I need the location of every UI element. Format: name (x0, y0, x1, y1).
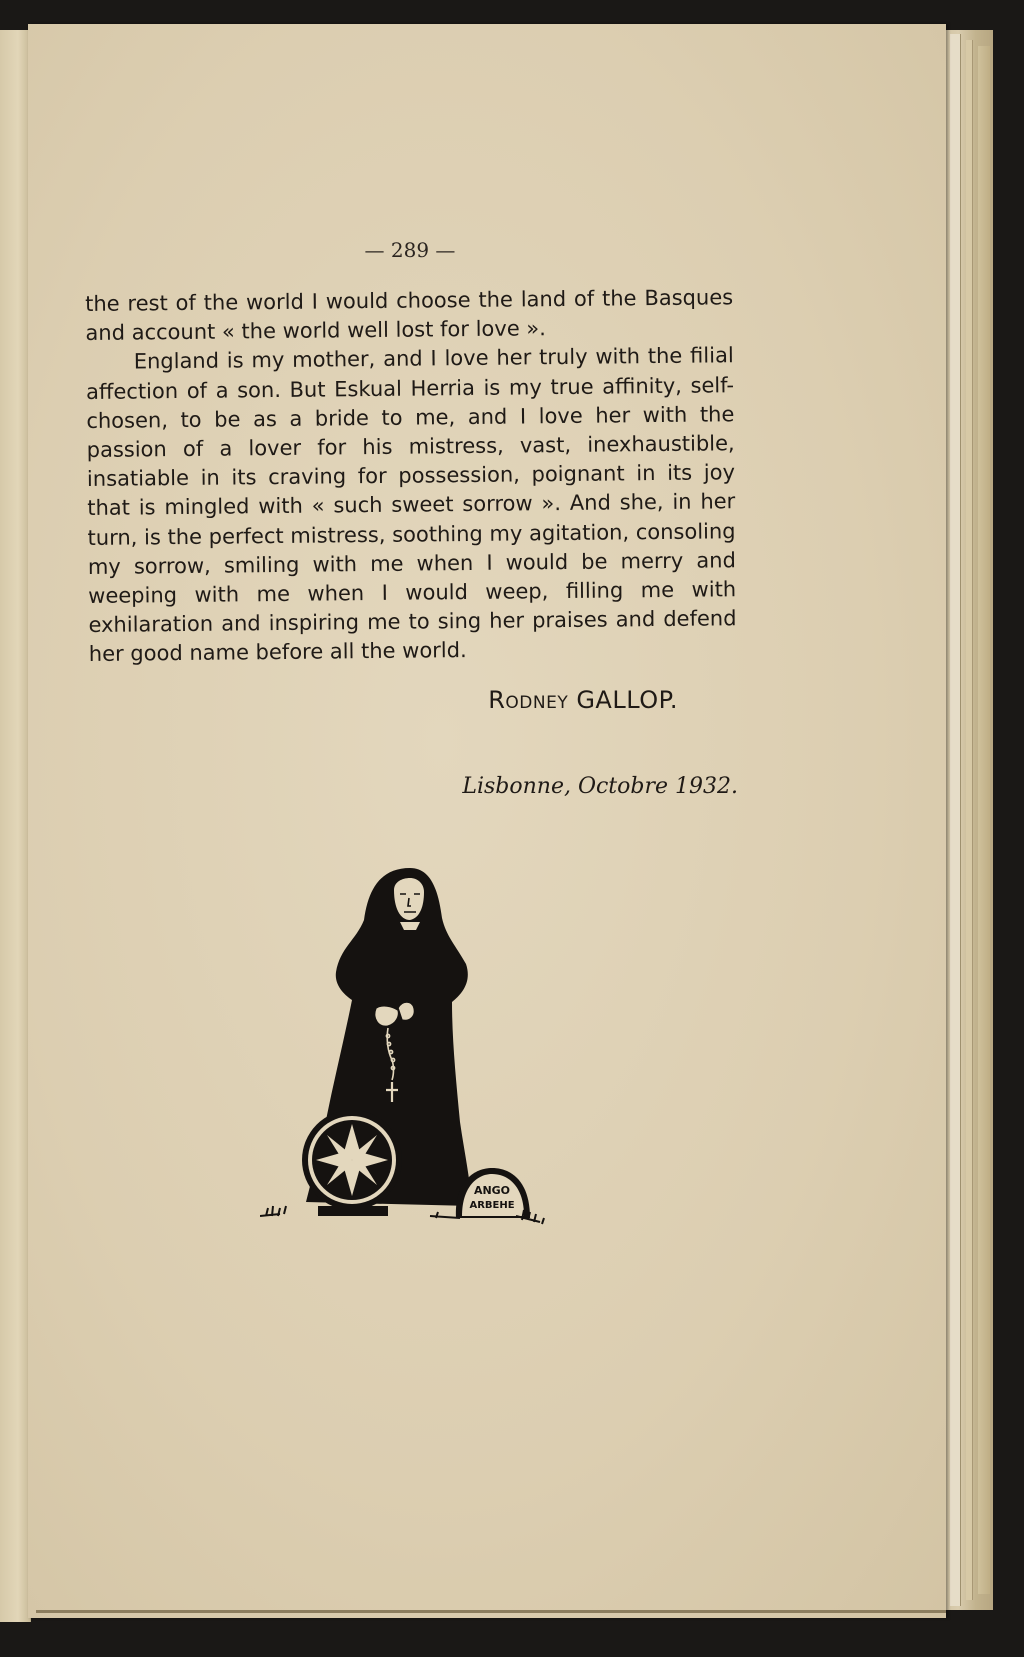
page-stack-edge (966, 40, 972, 1600)
page-stack-edge (950, 34, 960, 1606)
left-page-edge (0, 30, 31, 1622)
page-number: — 289 — (364, 238, 456, 262)
woodcut-illustration (260, 860, 570, 1245)
author-signature: Rodney GALLOP. (488, 686, 678, 714)
page-stack-edge (978, 46, 990, 1594)
svg-text:ARBEHE: ARBEHE (469, 1200, 515, 1211)
page-bottom-edge (36, 1610, 946, 1613)
book-page (28, 24, 946, 1618)
paragraph-continued: the rest of the world I would choose the land of the Basques and account « the world well lost for love ». (85, 285, 734, 346)
svg-text:ANGO: ANGO (473, 1184, 511, 1197)
body-text (85, 283, 737, 669)
paragraph: England is my mother, and I love her truly with the filial affection of a son. But Eskual Herria is my true affinity, self-chosen, to be as a bride to me, and I love her with the passion of a lover for his mistress, vast, inexhaustible, insatiable in its craving for possession, poignant in its joy that is mingled with « such sweet sorrow ». And she, in her turn, is the perfect mistress, soothing my agitation, consoling my sorrow, smiling with me when I would be merry and weeping with me when I would weep, filling me with exhilaration and inspiring me to sing her praises and defend her good name before all the world. (85, 343, 737, 667)
place-and-date: Lisbonne, Octobre 1932. (462, 774, 738, 799)
